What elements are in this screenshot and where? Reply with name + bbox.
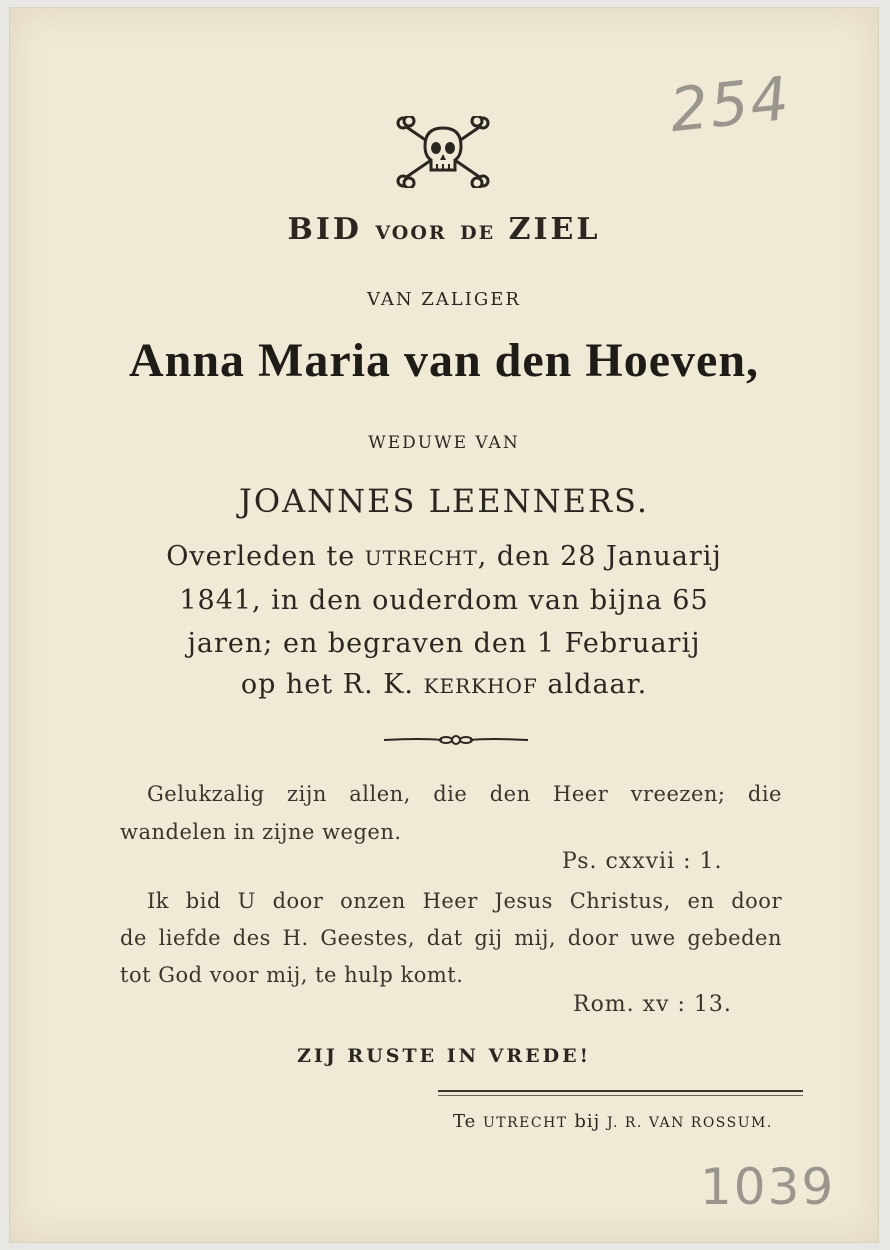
verse2-line3: tot God voor mij, te hulp komt. — [120, 963, 464, 987]
heading-pray-for-soul — [10, 212, 878, 247]
verse2-line2: de liefde des H. Geestes, dat gij mij, door uwe gebeden — [120, 926, 782, 950]
spouse-name: JOANNES LEENNERS. — [239, 482, 649, 520]
bio-line-1 — [10, 541, 878, 572]
pencil-annotation-top: 254 — [666, 63, 794, 147]
subheading: VAN ZALIGER — [367, 289, 521, 310]
printer-text: Te — [453, 1111, 483, 1132]
bio-city: UTRECHT — [364, 546, 478, 570]
bio-text: op het R. K. — [240, 669, 424, 700]
bio-line-3: jaren; en begraven den 1 Februarij — [187, 628, 701, 659]
bio-text: aldaar. — [537, 669, 648, 700]
heading-word-voor: VOOR — [375, 222, 447, 244]
bio-text: , den 28 Januarij — [477, 541, 722, 572]
deceased-name: Anna Maria van den Hoeven, — [128, 334, 760, 387]
closing-rest-in-peace: ZIJ RUSTE IN VREDE! — [297, 1045, 591, 1067]
printer-name: J. R. VAN ROSSUM. — [606, 1115, 773, 1131]
verse2-line1: Ik bid U door onzen Heer Jesus Christus, en door — [147, 889, 782, 913]
pencil-annotation-bottom: 1039 — [700, 1158, 836, 1216]
verse2-reference: Rom. xv : 13. — [573, 992, 732, 1017]
bio-place: KERKHOF — [423, 674, 538, 698]
printer-text: bij — [567, 1111, 607, 1132]
heading-word-bid: BID — [287, 212, 362, 247]
printer-rule — [438, 1090, 803, 1092]
bio-text: Overleden te — [166, 541, 365, 572]
printer-rule-thin — [438, 1095, 803, 1096]
heading-word-de: DE — [460, 222, 496, 244]
verse1-line1: Gelukzalig zijn allen, die den Heer vreezen; die — [147, 782, 782, 806]
bio-line-4 — [10, 669, 878, 700]
ornament-divider — [382, 730, 530, 750]
printer-city: UTRECHT — [482, 1115, 568, 1131]
relation-label: WEDUWE VAN — [368, 433, 520, 453]
verse1-line2: wandelen in zijne wegen. — [120, 820, 402, 844]
heading-word-ziel: ZIEL — [508, 212, 601, 247]
memorial-card — [10, 8, 878, 1242]
printer-imprint — [453, 1111, 773, 1132]
skull-crossbones-icon — [393, 116, 493, 188]
verse1-reference: Ps. cxxvii : 1. — [562, 849, 723, 874]
bio-line-2: 1841, in den ouderdom van bijna 65 — [179, 585, 709, 616]
